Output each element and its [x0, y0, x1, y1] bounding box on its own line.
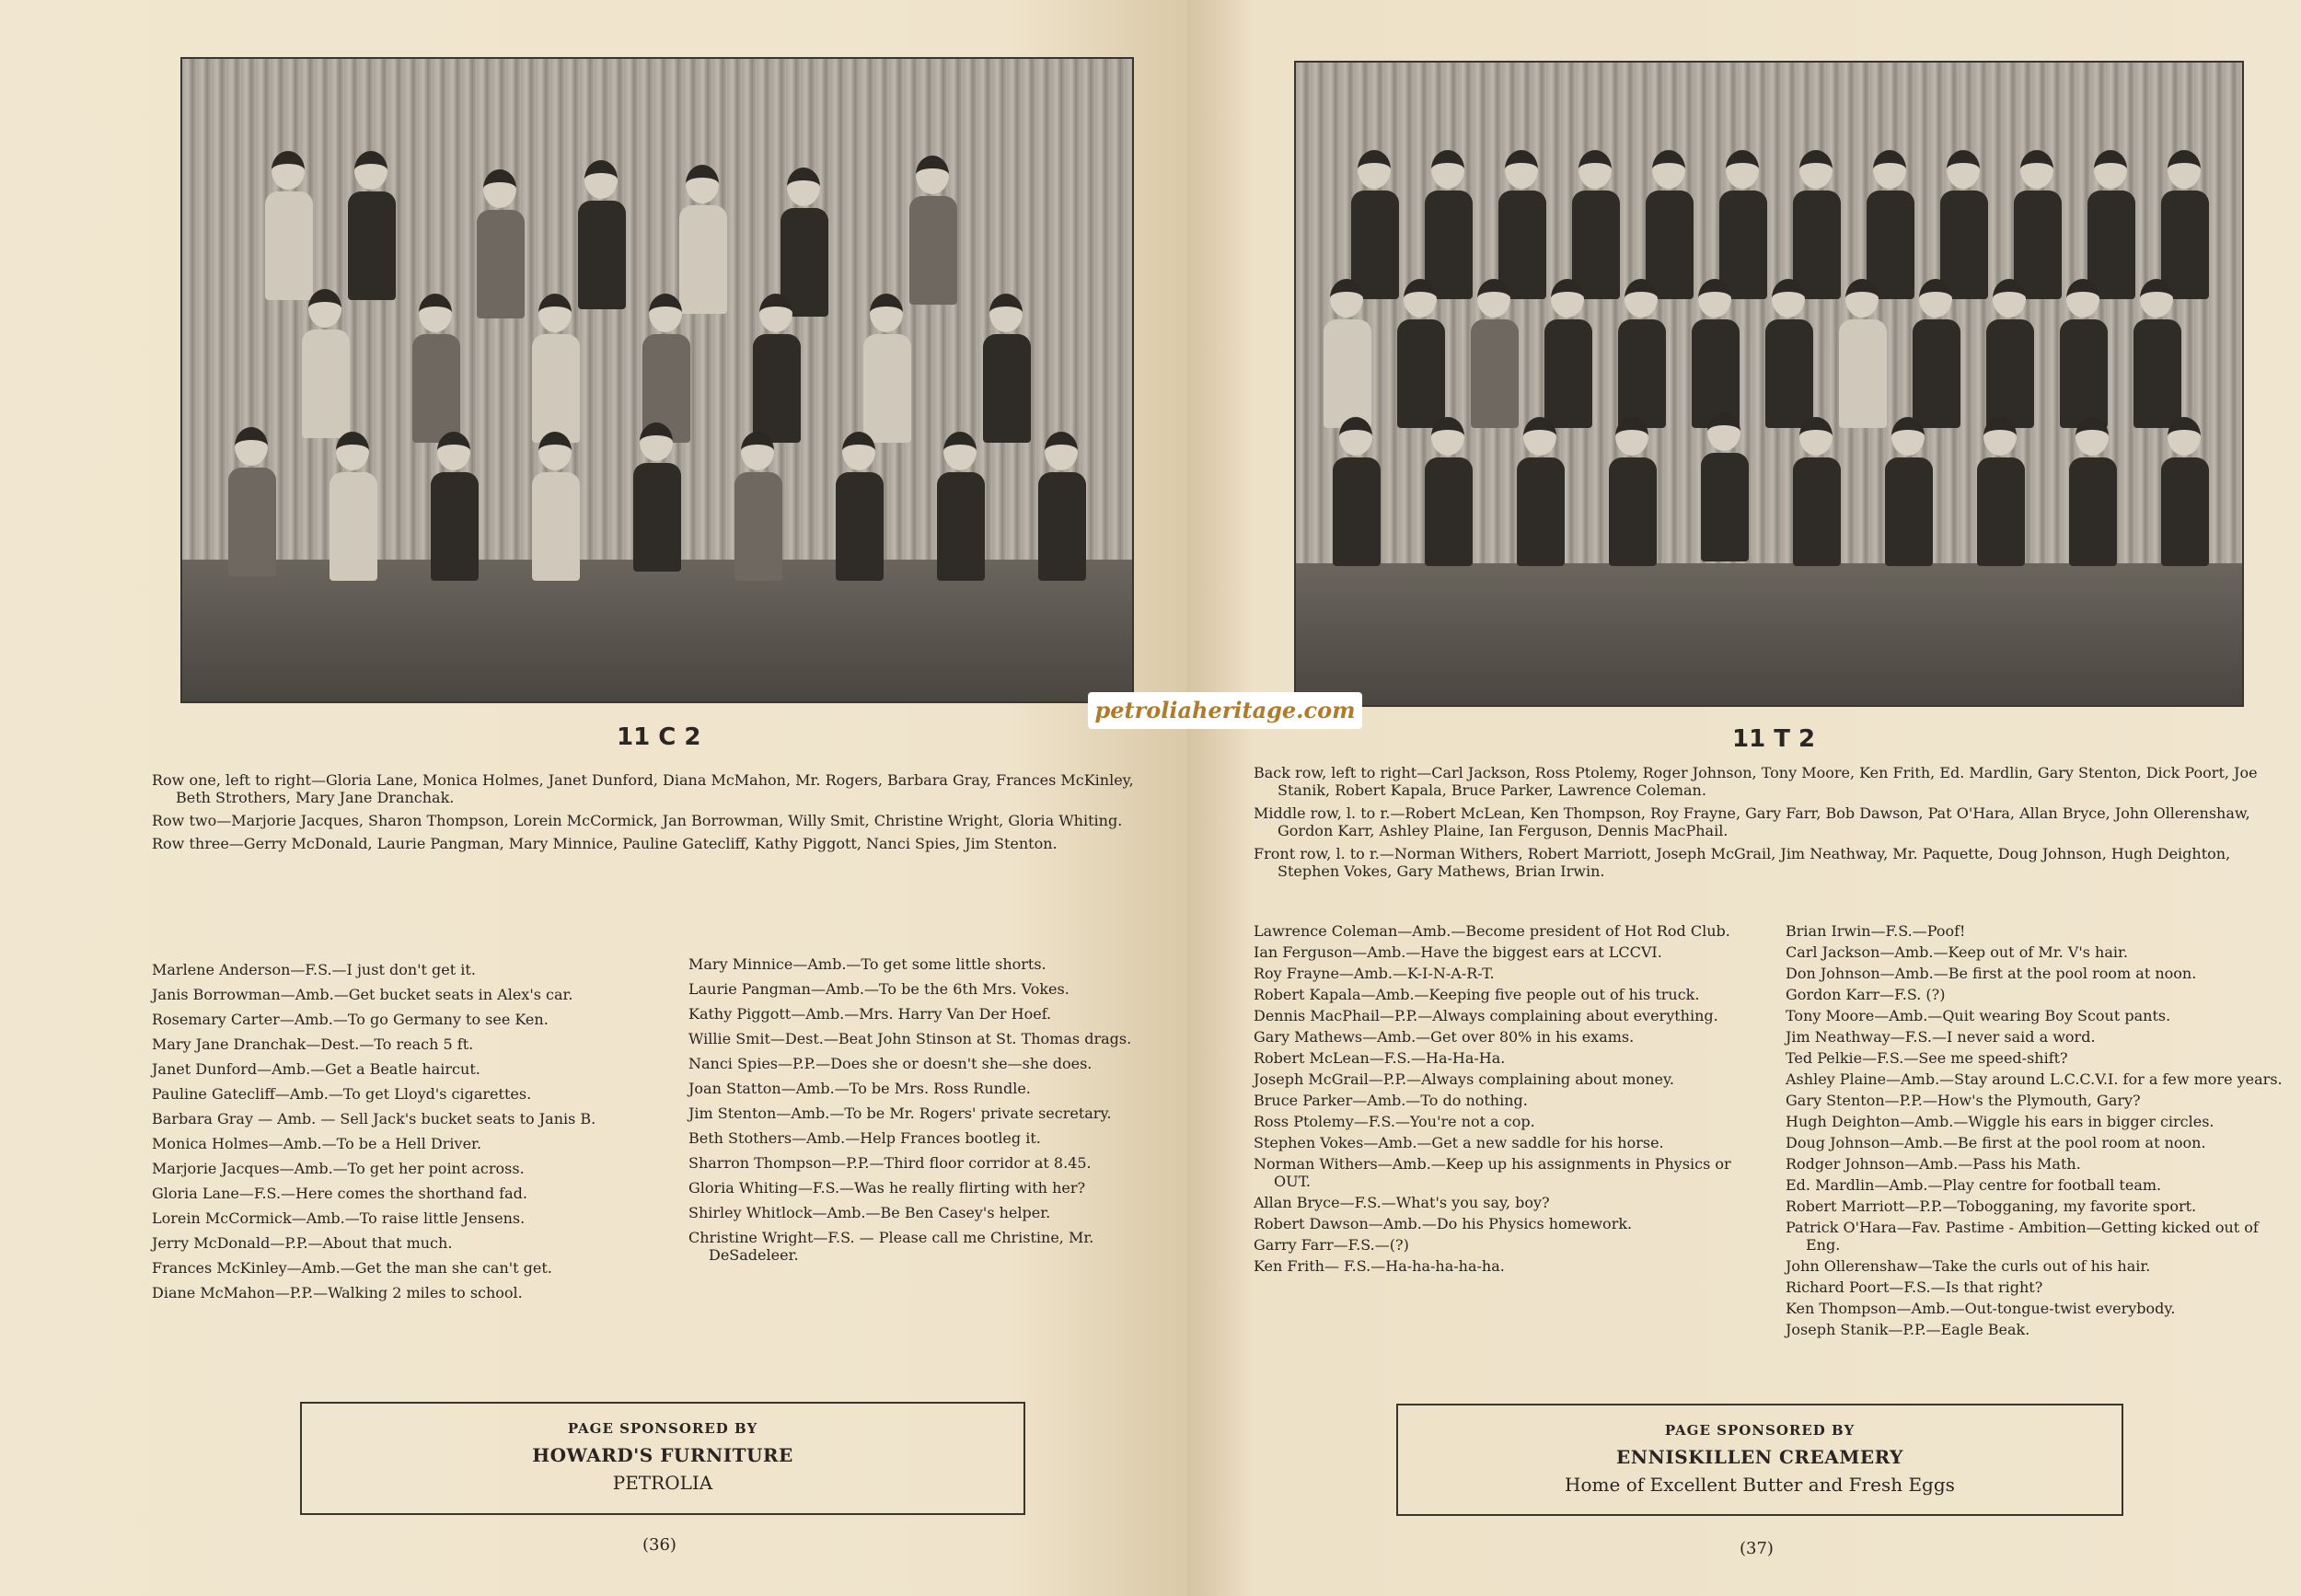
sponsor-line: PETROLIA: [612, 1472, 713, 1494]
list-item: Tony Moore—Amb.—Quit wearing Boy Scout pants.: [1786, 1007, 2171, 1024]
student-figure: [431, 432, 477, 581]
list-item: Jim Neathway—F.S.—I never said a word.: [1786, 1028, 2096, 1046]
student-list-column-2: [688, 955, 1176, 1271]
list-item: Jerry McDonald—P.P.—About that much.: [152, 1234, 453, 1252]
student-figure: [348, 151, 394, 300]
sponsor-label: PAGE SPONSORED BY: [1664, 1422, 1856, 1439]
student-figure: [1324, 279, 1370, 428]
list-item: Roy Frayne—Amb.—K-I-N-A-R-T.: [1254, 965, 1495, 982]
student-figure: [265, 151, 311, 300]
student-figure: [1986, 279, 2032, 428]
sponsor-box: [1396, 1404, 2123, 1516]
sponsor-name: HOWARD'S FURNITURE: [532, 1444, 793, 1466]
list-item: Ken Thompson—Amb.—Out-tongue-twist everybody.: [1786, 1300, 2176, 1317]
student-figure: [1977, 417, 2023, 566]
sponsor-name: ENNISKILLEN CREAMERY: [1616, 1446, 1903, 1468]
student-figure: [1397, 279, 1443, 428]
student-figure: [642, 294, 688, 443]
sponsor-label: PAGE SPONSORED BY: [567, 1420, 758, 1437]
list-item: Don Johnson—Amb.—Be first at the pool room at noon.: [1786, 965, 2197, 982]
list-item: Ashley Plaine—Amb.—Stay around L.C.C.V.I. for a few more years.: [1786, 1070, 2283, 1088]
list-item: Gary Mathews—Amb.—Get over 80% in his exams.: [1254, 1028, 1635, 1046]
student-list-column-1: [1254, 922, 1749, 1278]
right-page: [1187, 0, 2301, 1596]
list-item: Ed. Mardlin—Amb.—Play centre for football team.: [1786, 1176, 2162, 1194]
list-item: Marlene Anderson—F.S.—I just don't get it.: [152, 961, 476, 978]
student-figure: [1333, 417, 1379, 566]
list-item: Lorein McCormick—Amb.—To raise little Jensens.: [152, 1209, 526, 1227]
student-figure: [1425, 150, 1471, 299]
photo-caption: [152, 771, 1172, 858]
list-item: Rodger Johnson—Amb.—Pass his Math.: [1786, 1155, 2081, 1173]
list-item: Mary Jane Dranchak—Dest.—To reach 5 ft.: [152, 1035, 474, 1053]
list-item: Frances McKinley—Amb.—Get the man she can't get.: [152, 1259, 552, 1277]
student-figure: [1517, 417, 1563, 566]
list-item: Monica Holmes—Amb.—To be a Hell Driver.: [152, 1135, 482, 1152]
student-figure: [1498, 150, 1544, 299]
student-figure: [1913, 279, 1959, 428]
student-figure: [2161, 417, 2207, 566]
student-figure: [1351, 150, 1397, 299]
list-item: Richard Poort—F.S.—Is that right?: [1786, 1278, 2043, 1296]
student-figure: [1765, 279, 1811, 428]
list-item: Patrick O'Hara—Fav. Pastime - Ambition—Getting kicked out of Eng.: [1786, 1219, 2259, 1254]
student-figure: [983, 294, 1029, 443]
student-figure: [2087, 150, 2133, 299]
student-figure: [836, 432, 882, 581]
list-item: Beth Stothers—Amb.—Help Frances bootleg it.: [688, 1129, 1041, 1147]
student-figure: [228, 427, 274, 576]
student-figure: [1038, 432, 1084, 581]
caption-row: Middle row, l. to r.—Robert McLean, Ken Thompson, Roy Frayne, Gary Farr, Bob Dawson, Pat O'Hara, Allan Bryce, John Ollerenshaw, Gordon Karr, Ashley Plaine, Ian Ferguson, Dennis MacPhail.: [1254, 804, 2250, 839]
page-number: (37): [1740, 1539, 1774, 1558]
sponsor-box: [300, 1402, 1025, 1515]
student-figure: [2133, 279, 2180, 428]
list-item: Gloria Lane—F.S.—Here comes the shorthand fad.: [152, 1185, 527, 1202]
list-item: Marjorie Jacques—Amb.—To get her point across.: [152, 1160, 525, 1177]
list-item: Hugh Deighton—Amb.—Wiggle his ears in bigger circles.: [1786, 1113, 2214, 1130]
class-heading: 11 C 2: [617, 723, 701, 751]
list-item: Kathy Piggott—Amb.—Mrs. Harry Van Der Hoef.: [688, 1005, 1052, 1023]
student-figure: [330, 432, 376, 581]
list-item: Robert Dawson—Amb.—Do his Physics homework.: [1254, 1215, 1633, 1232]
list-item: Carl Jackson—Amb.—Keep out of Mr. V's hair.: [1786, 943, 2128, 961]
caption-row: Front row, l. to r.—Norman Withers, Robert Marriott, Joseph McGrail, Jim Neathway, Mr. Paquette, Doug Johnson, Hugh Deighton, Stephen Vokes, Gary Mathews, Brian Irwin.: [1254, 845, 2231, 880]
student-figure: [2060, 279, 2106, 428]
class-heading: 11 T 2: [1732, 725, 1816, 753]
list-item: Joseph McGrail—P.P.—Always complaining about money.: [1254, 1070, 1675, 1088]
photo-caption: [1254, 764, 2275, 885]
list-item: Bruce Parker—Amb.—To do nothing.: [1254, 1092, 1528, 1109]
list-item: Barbara Gray — Amb. — Sell Jack's bucket seats to Janis B.: [152, 1110, 596, 1128]
teacher-figure: [633, 422, 679, 572]
student-figure: [1646, 150, 1692, 299]
student-figure: [1471, 279, 1517, 428]
list-item: Robert McLean—F.S.—Ha-Ha-Ha.: [1254, 1049, 1506, 1067]
list-item: Lawrence Coleman—Amb.—Become president of Hot Rod Club.: [1254, 922, 1730, 940]
list-item: Joan Statton—Amb.—To be Mrs. Ross Rundle.: [688, 1080, 1031, 1097]
list-item: Stephen Vokes—Amb.—Get a new saddle for his horse.: [1254, 1134, 1664, 1151]
list-item: Gordon Karr—F.S. (?): [1786, 986, 1946, 1003]
class-photo-11t2: [1294, 61, 2244, 707]
student-figure: [734, 432, 780, 581]
list-item: Diane McMahon—P.P.—Walking 2 miles to school.: [152, 1284, 523, 1301]
list-item: Jim Stenton—Amb.—To be Mr. Rogers' private secretary.: [688, 1104, 1112, 1122]
caption-row: Back row, left to right—Carl Jackson, Ross Ptolemy, Roger Johnson, Tony Moore, Ken Frith, Ed. Mardlin, Gary Stenton, Dick Poort, Joe Stanik, Robert Kapala, Bruce Parker, Lawrence Coleman.: [1254, 764, 2258, 799]
list-item: Nanci Spies—P.P.—Does she or doesn't she—she does.: [688, 1055, 1093, 1072]
caption-row: Row three—Gerry McDonald, Laurie Pangman, Mary Minnice, Pauline Gatecliff, Kathy Piggott, Nanci Spies, Jim Stenton.: [152, 835, 1058, 852]
student-figure: [1940, 150, 1986, 299]
student-figure: [1793, 150, 1839, 299]
student-figure: [532, 432, 578, 581]
list-item: Ken Frith— F.S.—Ha-ha-ha-ha-ha.: [1254, 1257, 1505, 1275]
class-photo-11c2: [180, 57, 1134, 703]
student-figure: [909, 156, 955, 305]
list-item: Allan Bryce—F.S.—What's you say, boy?: [1254, 1194, 1550, 1211]
student-figure: [1692, 279, 1738, 428]
student-figure: [1544, 279, 1590, 428]
list-item: Pauline Gatecliff—Amb.—To get Lloyd's cigarettes.: [152, 1085, 532, 1103]
caption-row: Row two—Marjorie Jacques, Sharon Thompson, Lorein McCormick, Jan Borrowman, Willy Smit, Christine Wright, Gloria Whiting.: [152, 812, 1123, 829]
student-figure: [2069, 417, 2115, 566]
watermark-banner: petroliaheritage.com: [1088, 692, 1362, 729]
list-item: Gary Stenton—P.P.—How's the Plymouth, Gary?: [1786, 1092, 2141, 1109]
student-figure: [1867, 150, 1913, 299]
list-item: John Ollerenshaw—Take the curls out of his hair.: [1786, 1257, 2151, 1275]
student-figure: [1719, 150, 1765, 299]
student-figure: [679, 165, 725, 314]
student-figure: [1572, 150, 1618, 299]
list-item: Rosemary Carter—Amb.—To go Germany to see Ken.: [152, 1011, 549, 1028]
list-item: Ian Ferguson—Amb.—Have the biggest ears at LCCVI.: [1254, 943, 1662, 961]
list-item: Janet Dunford—Amb.—Get a Beatle haircut.: [152, 1060, 480, 1078]
list-item: Brian Irwin—F.S.—Poof!: [1786, 922, 1966, 940]
list-item: Laurie Pangman—Amb.—To be the 6th Mrs. Vokes.: [688, 980, 1070, 998]
caption-row: Row one, left to right—Gloria Lane, Monica Holmes, Janet Dunford, Diana McMahon, Mr. Rogers, Barbara Gray, Frances McKinley, Beth Strothers, Mary Jane Dranchak.: [152, 771, 1134, 806]
student-figure: [1793, 417, 1839, 566]
list-item: Dennis MacPhail—P.P.—Always complaining about everything.: [1254, 1007, 1718, 1024]
sponsor-line: Home of Excellent Butter and Fresh Eggs: [1565, 1474, 1955, 1496]
student-figure: [1618, 279, 1664, 428]
student-figure: [412, 294, 458, 443]
list-item: Ted Pelkie—F.S.—See me speed-shift?: [1786, 1049, 2068, 1067]
list-item: Garry Farr—F.S.—(?): [1254, 1236, 1409, 1254]
list-item: Robert Marriott—P.P.—Tobogganing, my favorite sport.: [1786, 1197, 2197, 1215]
list-item: Joseph Stanik—P.P.—Eagle Beak.: [1786, 1321, 2030, 1338]
list-item: Gloria Whiting—F.S.—Was he really flirting with her?: [688, 1179, 1086, 1197]
teacher-figure: [1701, 412, 1747, 561]
student-figure: [2161, 150, 2207, 299]
student-figure: [753, 294, 799, 443]
student-figure: [578, 160, 624, 309]
student-figure: [1425, 417, 1471, 566]
student-figure: [2014, 150, 2060, 299]
student-list-column-1: [152, 961, 630, 1309]
list-item: Norman Withers—Amb.—Keep up his assignments in Physics or OUT.: [1254, 1155, 1731, 1190]
list-item: Robert Kapala—Amb.—Keeping five people out of his truck.: [1254, 986, 1700, 1003]
list-item: Shirley Whitlock—Amb.—Be Ben Casey's helper.: [688, 1204, 1051, 1221]
list-item: Willie Smit—Dest.—Beat John Stinson at St. Thomas drags.: [688, 1030, 1132, 1047]
student-list-column-2: [1786, 922, 2283, 1342]
list-item: Janis Borrowman—Amb.—Get bucket seats in Alex's car.: [152, 986, 573, 1003]
student-figure: [302, 289, 348, 438]
student-figure: [1885, 417, 1931, 566]
student-figure: [863, 294, 909, 443]
student-figure: [477, 169, 523, 318]
student-figure: [1839, 279, 1885, 428]
list-item: Sharron Thompson—P.P.—Third floor corridor at 8.45.: [688, 1154, 1092, 1172]
list-item: Doug Johnson—Amb.—Be first at the pool room at noon.: [1786, 1134, 2206, 1151]
student-figure: [532, 294, 578, 443]
student-figure: [937, 432, 983, 581]
list-item: Mary Minnice—Amb.—To get some little shorts.: [688, 955, 1046, 973]
page-number: (36): [642, 1535, 676, 1555]
list-item: Christine Wright—F.S. — Please call me Christine, Mr. DeSadeleer.: [688, 1229, 1094, 1264]
student-figure: [1609, 417, 1655, 566]
list-item: Ross Ptolemy—F.S.—You're not a cop.: [1254, 1113, 1535, 1130]
